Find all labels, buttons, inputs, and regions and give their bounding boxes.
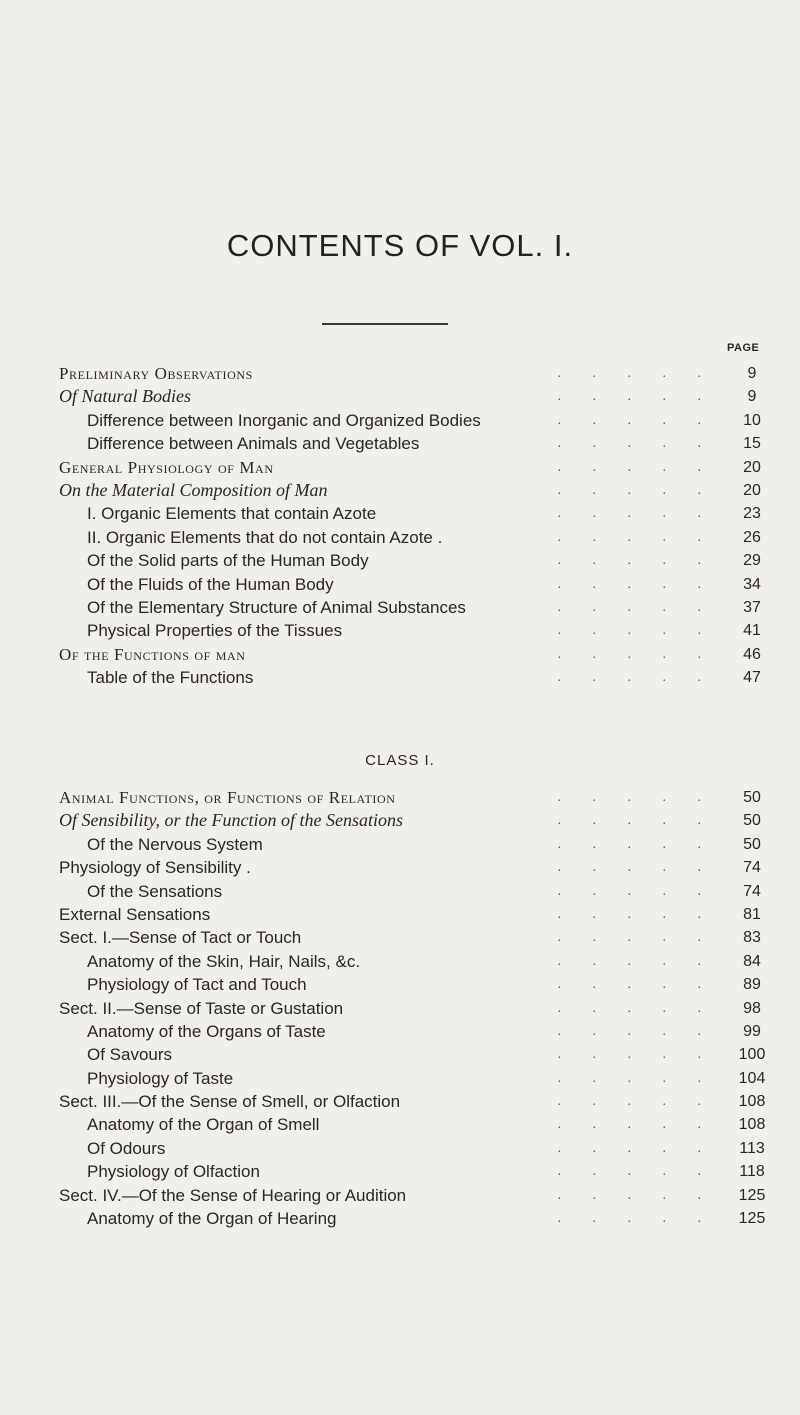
toc-entry-page: 98 [743, 999, 761, 1017]
toc-entry-page: 125 [738, 1186, 766, 1204]
leader-dots: . . . . . [557, 529, 715, 545]
toc-entry-page: 125 [738, 1210, 766, 1228]
leader-dots: . . . . . [557, 860, 715, 876]
class-heading: CLASS I. [365, 752, 435, 769]
toc-entry [0, 997, 800, 1020]
leader-dots: . . . . . [557, 836, 715, 852]
leader-dots: . . . . . [557, 482, 715, 498]
toc-entry [0, 479, 800, 502]
leader-dots: . . . . . [557, 646, 715, 662]
toc-entry-label: Of the Fluids of the Human Body [87, 574, 334, 594]
toc-entry [0, 1113, 800, 1136]
toc-entry-page: 81 [743, 905, 761, 923]
toc-entry-page: 89 [743, 976, 761, 994]
toc-entry [0, 1043, 800, 1066]
toc-entry-page: 41 [743, 622, 761, 640]
leader-dots: . . . . . [557, 1047, 715, 1063]
toc-entry-label: Preliminary Observations [59, 364, 253, 383]
toc-entry-label: Physiology of Taste [87, 1068, 234, 1088]
toc-entry-page: 113 [739, 1139, 765, 1157]
toc-entry-page: 23 [743, 505, 761, 523]
toc-entry-label: Of Natural Bodies [59, 386, 192, 407]
leader-dots: . . . . . [557, 553, 715, 569]
leader-dots: . . . . . [557, 412, 715, 428]
toc-entry-label: Of Sensibility, or the Function of the Sensations [59, 810, 403, 831]
toc-entry-label: Of the Solid parts of the Human Body [87, 551, 369, 571]
toc-entry-label: Physiology of Tact and Touch [87, 975, 307, 995]
leader-dots: . . . . . [557, 389, 715, 405]
toc-entry-page: 100 [738, 1046, 766, 1064]
toc-entry [0, 432, 800, 455]
toc-entry-page: 104 [738, 1069, 766, 1087]
leader-dots: . . . . . [557, 576, 715, 592]
toc-entry-label: Of the Nervous System [87, 834, 263, 854]
leader-dots: . . . . . [557, 1211, 715, 1227]
toc-entry-label: General Physiology of Man [59, 457, 274, 477]
leader-dots: . . . . . [557, 930, 715, 946]
toc-entry-label: Sect. III.—Of the Sense of Smell, or Olfaction [59, 1092, 401, 1112]
leader-dots: . . . . . [557, 436, 715, 452]
toc-entry-page: 47 [743, 669, 761, 687]
toc-entry-page: 118 [739, 1163, 765, 1181]
toc-entry-label: Sect. I.—Sense of Tact or Touch [59, 928, 302, 948]
toc-entry-page: 50 [743, 835, 761, 853]
toc-entry-page: 50 [743, 812, 761, 830]
toc-entry-label: On the Material Composition of Man [59, 479, 328, 500]
leader-dots: . . . . . [557, 506, 715, 522]
toc-entry [0, 809, 800, 832]
leader-dots: . . . . . [557, 1000, 715, 1016]
leader-dots: . . . . . [557, 1070, 715, 1086]
toc-entry-label: Sect. IV.—Of the Sense of Hearing or Audition [59, 1185, 407, 1205]
toc-entry-label: Physiology of Sensibility . [59, 858, 251, 878]
toc-entry [0, 666, 800, 689]
toc-entry-label: Sect. II.—Sense of Taste or Gustation [59, 998, 344, 1018]
toc-entry [0, 903, 800, 926]
toc-entry-label: Anatomy of the Skin, Hair, Nails, &c. [87, 951, 361, 971]
toc-entry [0, 643, 800, 666]
leader-dots: . . . . . [557, 953, 715, 969]
leader-dots: . . . . . [557, 366, 715, 381]
toc-entry [0, 362, 800, 385]
toc-entry-page: 74 [743, 859, 761, 877]
toc-entry [0, 1090, 800, 1113]
toc-entry [0, 573, 800, 596]
toc-entry-page: 10 [743, 411, 761, 429]
toc-entry-label: Of the Sensations [87, 881, 223, 901]
toc-entry [0, 385, 800, 408]
toc-entry-label: Anatomy of the Organ of Smell [87, 1115, 320, 1135]
toc-entry-label: Animal Functions, or Functions of Relation [59, 788, 396, 807]
toc-entry-label: Difference between Inorganic and Organized Bodies [87, 410, 481, 430]
toc-entry [0, 1184, 800, 1207]
toc-entry-page: 9 [747, 365, 757, 382]
toc-entry-page: 29 [743, 552, 761, 570]
toc-entry-label: Difference between Animals and Vegetables [87, 434, 420, 454]
toc-entry-label: Physical Properties of the Tissues [87, 621, 343, 641]
leader-dots: . . . . . [557, 1164, 715, 1180]
toc-entry-page: 108 [738, 1116, 766, 1134]
toc-entry-page: 20 [743, 458, 761, 476]
leader-dots: . . . . . [557, 670, 715, 686]
toc-entry-page: 84 [743, 952, 761, 970]
leader-dots: . . . . . [557, 1187, 715, 1203]
toc-entry-label: Anatomy of the Organ of Hearing [87, 1209, 337, 1229]
toc-class-one-section [0, 786, 800, 1230]
toc-entry-page: 74 [743, 882, 761, 900]
toc-entry-label: Table of the Functions [87, 668, 254, 688]
toc-entry [0, 833, 800, 856]
toc-entry-label: Anatomy of the Organs of Taste [87, 1021, 326, 1041]
toc-entry [0, 973, 800, 996]
toc-entry [0, 926, 800, 949]
toc-entry [0, 1137, 800, 1160]
toc-entry-page: 20 [743, 481, 761, 499]
leader-dots: . . . . . [557, 883, 715, 899]
toc-entry [0, 786, 800, 809]
toc-entry-page: 99 [743, 1022, 761, 1040]
toc-entry [0, 526, 800, 549]
leader-dots: . . . . . [557, 906, 715, 922]
toc-entry [0, 596, 800, 619]
leader-dots: . . . . . [557, 1117, 715, 1133]
page-title: CONTENTS OF VOL. I. [226, 228, 574, 263]
toc-entry [0, 1067, 800, 1090]
toc-entry-label: Of the Functions of man [59, 644, 246, 664]
toc-entry-page: 9 [747, 388, 757, 406]
toc-entry [0, 409, 800, 432]
toc-entry-page: 26 [743, 528, 761, 546]
toc-entry-page: 37 [743, 598, 761, 616]
toc-entry [0, 502, 800, 525]
leader-dots: . . . . . [557, 1140, 715, 1156]
toc-entry-label: Of Savours [87, 1045, 173, 1065]
toc-entry-page: 15 [743, 435, 761, 453]
leader-dots: . . . . . [557, 977, 715, 993]
toc-entry [0, 950, 800, 973]
toc-entry-page: 108 [738, 1093, 766, 1111]
toc-entry [0, 549, 800, 572]
page-column-header: PAGE [727, 342, 760, 354]
leader-dots: . . . . . [557, 790, 715, 805]
toc-entry-label: Of Odours [87, 1138, 166, 1158]
toc-entry-label: External Sensations [59, 904, 211, 924]
title-divider [322, 323, 448, 325]
toc-entry-page: 46 [743, 645, 761, 663]
leader-dots: . . . . . [557, 813, 715, 829]
toc-entry-label: Of the Elementary Structure of Animal Substances [87, 597, 466, 617]
leader-dots: . . . . . [557, 623, 715, 639]
toc-entry [0, 619, 800, 642]
toc-entry [0, 1207, 800, 1230]
toc-entry [0, 1160, 800, 1183]
toc-entry-label: Physiology of Olfaction [87, 1162, 260, 1182]
toc-entry [0, 856, 800, 879]
toc-entry-label: I. Organic Elements that contain Azote [87, 504, 377, 524]
toc-entry-page: 50 [743, 789, 761, 806]
toc-entry [0, 880, 800, 903]
leader-dots: . . . . . [557, 599, 715, 615]
leader-dots: . . . . . [557, 459, 715, 475]
leader-dots: . . . . . [557, 1023, 715, 1039]
toc-entry [0, 1020, 800, 1043]
toc-entry-page: 34 [743, 575, 761, 593]
toc-entry-label: II. Organic Elements that do not contain Azote . [87, 527, 443, 547]
toc-entry-page: 83 [743, 929, 761, 947]
toc-entry [0, 456, 800, 479]
toc-preliminary-section [0, 362, 800, 689]
leader-dots: . . . . . [557, 1094, 715, 1110]
